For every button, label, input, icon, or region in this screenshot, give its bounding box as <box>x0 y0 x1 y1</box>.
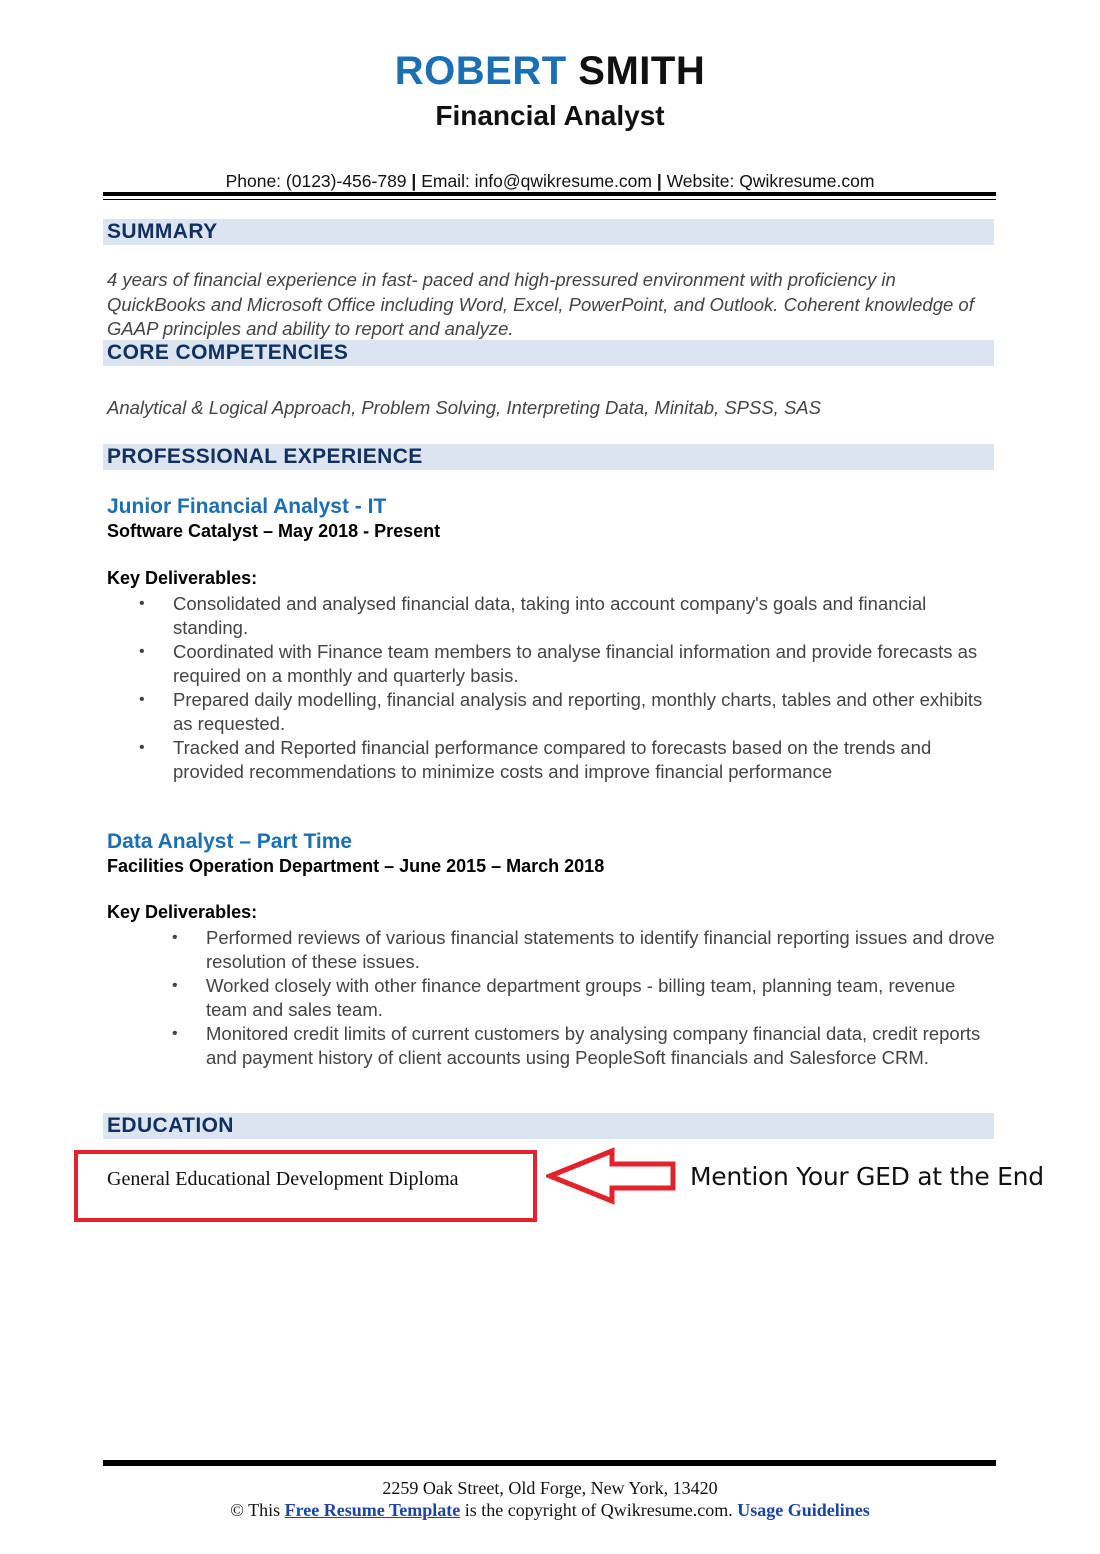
footer-divider <box>103 1460 996 1466</box>
list-item <box>139 592 993 640</box>
left-arrow-icon <box>546 1147 676 1205</box>
key-deliverables-label: Key Deliverables: <box>107 902 258 922</box>
section-summary <box>103 219 994 245</box>
bullet-icon: • <box>139 739 145 756</box>
bullet-text: Coordinated with Finance team members to analyse financial information and provide forecasts as required on a monthly and quarterly basis. <box>173 641 978 686</box>
job-bullets <box>172 926 996 1070</box>
list-item <box>172 926 996 974</box>
section-heading: PROFESSIONAL EXPERIENCE <box>107 445 423 468</box>
list-item <box>139 640 993 688</box>
bullet-icon: • <box>139 595 145 612</box>
header-divider-thick <box>103 192 996 196</box>
ged-annotation: Mention Your GED at the End <box>690 1162 1044 1191</box>
job-bullets <box>139 592 993 784</box>
section-heading: SUMMARY <box>107 220 218 243</box>
job-title: Data Analyst – Part Time <box>107 830 353 853</box>
list-item <box>139 688 993 736</box>
section-core-competencies <box>103 340 994 366</box>
section-heading: CORE COMPETENCIES <box>107 341 349 364</box>
usage-guidelines-link[interactable]: Usage Guidelines <box>737 1500 870 1520</box>
job-meta: Facilities Operation Department – June 2015 – March 2018 <box>107 856 605 876</box>
bullet-icon: • <box>139 643 145 660</box>
header-divider-thin <box>103 199 996 200</box>
competencies-text: Analytical & Logical Approach, Problem Solving, Interpreting Data, Minitab, SPSS, SAS <box>107 397 821 418</box>
bullet-text: Tracked and Reported financial performance compared to forecasts based on the trends and provided recommendations to minimize costs and improve financial performance <box>173 737 932 782</box>
footer-address: 2259 Oak Street, Old Forge, New York, 13420 <box>382 1478 718 1498</box>
bullet-icon: • <box>172 1025 178 1042</box>
first-name: ROBERT <box>394 49 567 93</box>
summary-text: 4 years of financial experience in fast- paced and high-pressured environment with proficiency in QuickBooks and Microsoft Office including Word, Excel, PowerPoint, and Outlook. Coherent knowledge of GAAP principles and ability to report and analyze. <box>107 269 974 339</box>
contact-email: Email: info@qwikresume.com <box>421 171 652 191</box>
bullet-text: Monitored credit limits of current customers by analysing company financial data, credit reports and payment history of client accounts using PeopleSoft financials and Salesforce CRM. <box>206 1023 981 1068</box>
section-professional-experience <box>103 444 994 470</box>
footer-copyright <box>0 1500 1100 1521</box>
bullet-icon: • <box>172 929 178 946</box>
bullet-text: Worked closely with other finance department groups - billing team, planning team, revenue team and sales team. <box>206 975 956 1020</box>
contact-separator: | <box>411 171 417 191</box>
list-item <box>139 736 993 784</box>
job-title-heading: Financial Analyst <box>435 100 665 131</box>
education-entry: General Educational Development Diploma <box>107 1168 459 1190</box>
contact-website: Website: Qwikresume.com <box>666 171 875 191</box>
bullet-icon: • <box>139 691 145 708</box>
contact-separator: | <box>656 171 662 191</box>
section-education <box>103 1113 994 1139</box>
key-deliverables-label: Key Deliverables: <box>107 568 258 588</box>
copyright-prefix: © This <box>230 1500 281 1520</box>
free-resume-template-link[interactable]: Free Resume Template <box>284 1500 461 1520</box>
job-title: Junior Financial Analyst - IT <box>107 495 387 518</box>
bullet-text: Prepared daily modelling, financial analysis and reporting, monthly charts, tables and other exhibits as requested. <box>173 689 983 734</box>
copyright-middle: is the copyright of Qwikresume.com. <box>464 1500 733 1520</box>
contact-phone: Phone: (0123)-456-789 <box>225 171 407 191</box>
contact-line <box>0 171 1100 191</box>
section-heading: EDUCATION <box>107 1114 234 1137</box>
list-item <box>172 974 996 1022</box>
resume-header <box>0 48 1100 132</box>
list-item <box>172 1022 996 1070</box>
bullet-text: Performed reviews of various financial statements to identify financial reporting issues and drove resolution of these issues. <box>206 927 995 972</box>
candidate-name <box>0 48 1100 94</box>
job-meta: Software Catalyst – May 2018 - Present <box>107 521 441 541</box>
last-name: SMITH <box>578 49 706 93</box>
bullet-text: Consolidated and analysed financial data, taking into account company's goals and financial standing. <box>173 593 927 638</box>
bullet-icon: • <box>172 977 178 994</box>
